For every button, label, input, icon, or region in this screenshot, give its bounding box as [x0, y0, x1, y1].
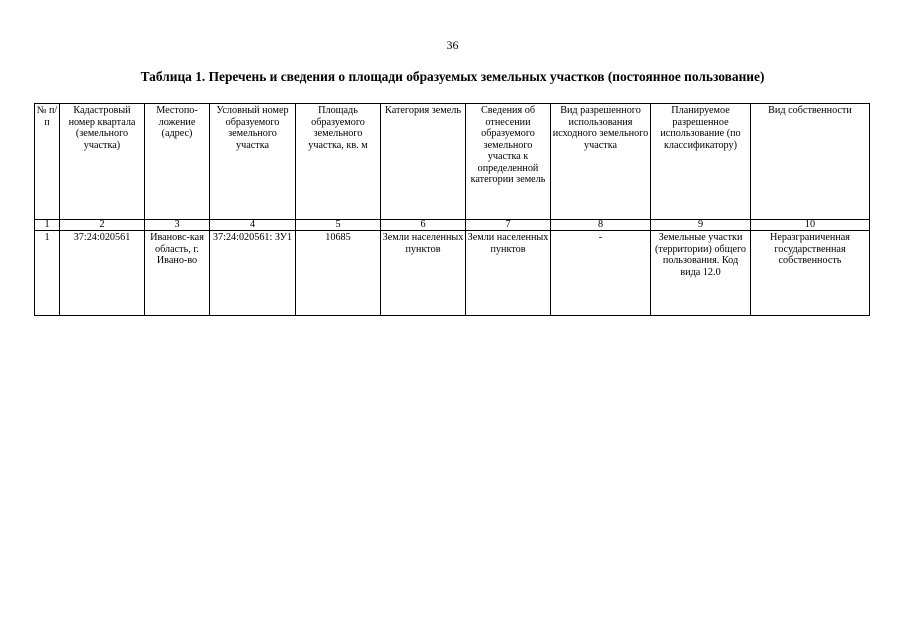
cell-ownership: Неразграниченная государственная собственность: [751, 231, 870, 316]
cell-category-assignment: Земли населенных пунктов: [466, 231, 551, 316]
header-cell-area: Площадь образуемого земельного участка, кв. м: [296, 104, 381, 220]
cell-number: 1: [35, 231, 60, 316]
cell-land-category: Земли населенных пунктов: [381, 231, 466, 316]
column-number: 1: [35, 220, 60, 231]
header-cell-land-category: Категория земель: [381, 104, 466, 220]
column-number: 5: [296, 220, 381, 231]
header-cell-location: Местопо-ложение (адрес): [145, 104, 210, 220]
column-number: 9: [651, 220, 751, 231]
header-cell-cadastral-number: Кадастровый номер квартала (земельного участка): [60, 104, 145, 220]
header-cell-planned-use: Планируемое разрешенное использование (по классификатору): [651, 104, 751, 220]
cell-original-use: -: [551, 231, 651, 316]
column-number: 10: [751, 220, 870, 231]
land-plots-table: [34, 103, 870, 316]
column-number: 8: [551, 220, 651, 231]
table-title: Таблица 1. Перечень и сведения о площади образуемых земельных участков (постоянное пользование): [140, 69, 765, 84]
header-cell-number: № п/п: [35, 104, 60, 220]
column-number: 3: [145, 220, 210, 231]
header-cell-ownership: Вид собственности: [751, 104, 870, 220]
column-number: 7: [466, 220, 551, 231]
cell-conditional-number: 37:24:020561: ЗУ1: [210, 231, 296, 316]
cell-cadastral-number: 37:24:020561: [60, 231, 145, 316]
column-number: 6: [381, 220, 466, 231]
page-number: 36: [446, 38, 459, 52]
cell-planned-use: Земельные участки (территории) общего пользования. Код вида 12.0: [651, 231, 751, 316]
table-header-row: [35, 104, 870, 220]
table-row: [35, 231, 870, 316]
header-cell-conditional-number: Условный номер образуемого земельного участка: [210, 104, 296, 220]
column-number: 4: [210, 220, 296, 231]
header-cell-original-use: Вид разрешенного использования исходного земельного участка: [551, 104, 651, 220]
header-cell-category-assignment: Сведения об отнесении образуемого земельного участка к определенной категории земель: [466, 104, 551, 220]
cell-location: Ивановс-кая область, г. Ивано-во: [145, 231, 210, 316]
cell-area: 10685: [296, 231, 381, 316]
column-number-row: [35, 220, 870, 231]
column-number: 2: [60, 220, 145, 231]
